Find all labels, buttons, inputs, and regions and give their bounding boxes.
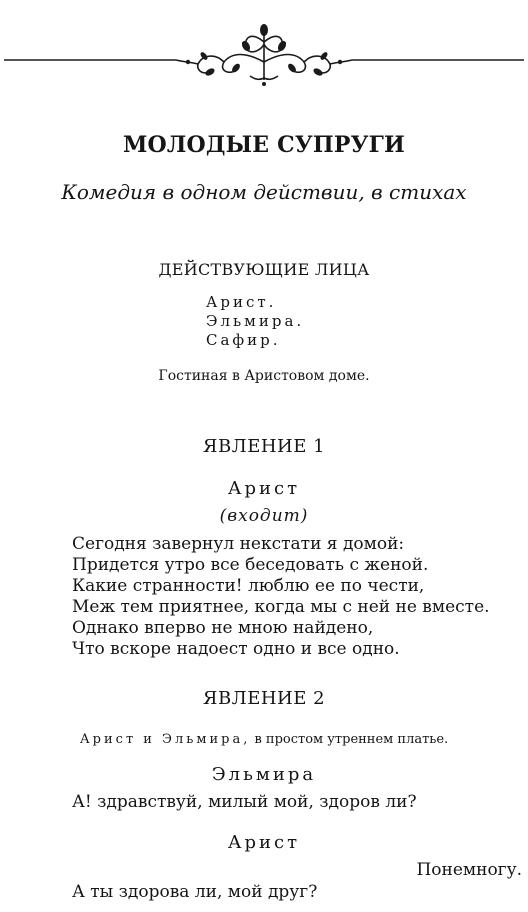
verse-line: Какие странности! люблю ее по чести, <box>72 576 425 596</box>
verse-line: Меж тем приятнее, когда мы с ней не вместе. <box>72 597 490 617</box>
persons-heading: ДЕЙСТВУЮЩИЕ ЛИЦА <box>158 260 370 279</box>
scene-2-cast-names: Арист и Эльмира, <box>79 732 251 747</box>
scene-2-heading: ЯВЛЕНИЕ 2 <box>202 688 326 709</box>
setting-note: Гостиная в Аристовом доме. <box>158 368 370 384</box>
speaker-arist: Арист <box>227 832 301 853</box>
decorative-ornament <box>0 22 528 92</box>
person-item: Арист. <box>206 293 277 311</box>
verse-line: Однако вперво не мною найдено, <box>72 618 374 638</box>
play-title: МОЛОДЫЕ СУПРУГИ <box>122 132 406 158</box>
verse-line: Что вскоре надоест одно и все одно. <box>72 639 400 659</box>
speaker-elmira: Эльмира <box>211 764 317 785</box>
dialogue-line: А! здравствуй, милый мой, здоров ли? <box>72 792 417 812</box>
stage-direction: (входит) <box>219 506 309 526</box>
scene-2-cast <box>0 732 528 747</box>
persons-list <box>206 293 304 350</box>
verse-line: Сегодня завернул некстати я домой: <box>72 534 405 554</box>
verse-block <box>72 534 490 660</box>
dialogue-line: А ты здорова ли, мой друг? <box>72 882 318 902</box>
dialogue-line: Понемногу. <box>416 860 522 880</box>
scene-1-speaker: Арист <box>227 478 301 499</box>
play-subtitle: Комедия в одном действии, в стихах <box>61 180 467 204</box>
scene-1-heading: ЯВЛЕНИЕ 1 <box>202 436 326 457</box>
verse-line: Придется утро все беседовать с женой. <box>72 555 429 575</box>
scene-2-cast-note: в простом утреннем платье. <box>254 732 449 747</box>
person-item: Эльмира. <box>206 312 305 330</box>
person-item: Сафир. <box>206 331 281 349</box>
